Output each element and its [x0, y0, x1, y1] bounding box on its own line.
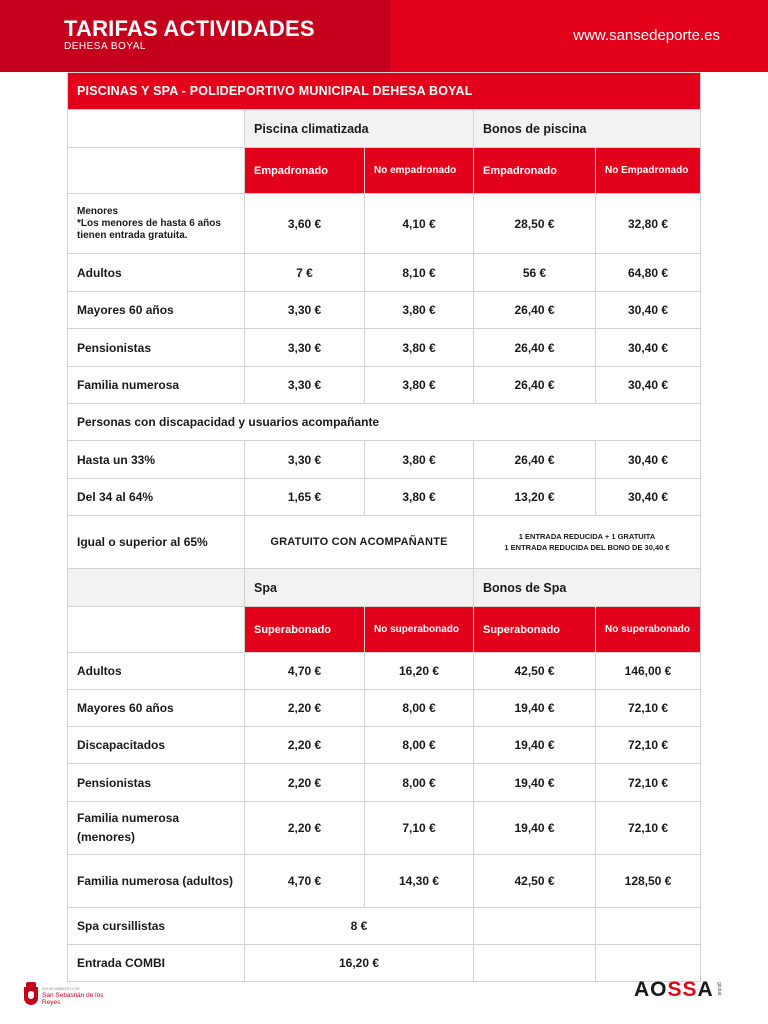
tariff-table — [67, 72, 701, 982]
row-label: Familia numerosa (menores) — [68, 802, 245, 855]
table-row — [68, 441, 701, 479]
city-name: San Sebastián de los Reyes — [42, 992, 104, 1006]
spa-sub-header-row — [68, 607, 701, 653]
sub-header: No empadronado — [365, 148, 474, 194]
sub-header: No superabonado — [365, 607, 474, 653]
row-label: Pensionistas — [68, 764, 245, 802]
price-cell: 30,40 € — [596, 367, 701, 404]
sub-header: Empadronado — [245, 148, 365, 194]
price-cell: 8 € — [245, 908, 474, 945]
price-cell: 26,40 € — [474, 367, 596, 404]
bonos-piscina-header: Bonos de piscina — [474, 110, 701, 148]
price-cell: 26,40 € — [474, 441, 596, 479]
table-row — [68, 194, 701, 254]
table-row — [68, 945, 701, 982]
bono-line-1: 1 ENTRADA REDUCIDA + 1 GRATUITA — [518, 532, 656, 541]
price-cell: 72,10 € — [596, 802, 701, 855]
empty-cell — [596, 908, 701, 945]
price-cell: 19,40 € — [474, 727, 596, 764]
table-row — [68, 653, 701, 690]
price-cell: 3,80 € — [365, 292, 474, 329]
table-row — [68, 516, 701, 569]
price-cell: 8,00 € — [365, 690, 474, 727]
price-cell: 2,20 € — [245, 802, 365, 855]
aossa-logo — [634, 978, 724, 1006]
bono-reducido-cell — [474, 516, 701, 569]
price-cell: 30,40 € — [596, 441, 701, 479]
table-row — [68, 727, 701, 764]
piscina-sub-header-row — [68, 148, 701, 194]
price-cell: 16,20 € — [365, 653, 474, 690]
price-cell: 8,00 € — [365, 764, 474, 802]
spa-header: Spa — [245, 569, 474, 607]
price-cell: 2,20 € — [245, 690, 365, 727]
empty-cell — [68, 569, 245, 607]
price-cell: 30,40 € — [596, 292, 701, 329]
website-link[interactable]: www.sansedeporte.es — [573, 27, 720, 44]
price-cell: 8,00 € — [365, 727, 474, 764]
row-label: Pensionistas — [68, 329, 245, 367]
row-label: Hasta un 33% — [68, 441, 245, 479]
row-label: Adultos — [68, 653, 245, 690]
bono-line-2: 1 ENTRADA REDUCIDA DEL BONO DE 30,40 € — [504, 543, 670, 552]
price-cell: 3,80 € — [365, 479, 474, 516]
coat-of-arms-icon — [24, 982, 38, 1006]
table-row — [68, 479, 701, 516]
price-cell: 72,10 € — [596, 764, 701, 802]
price-cell: 128,50 € — [596, 855, 701, 908]
price-cell: 16,20 € — [245, 945, 474, 982]
menores-label: Menores — [77, 205, 119, 217]
city-council-caption: AYUNTAMIENTO DE — [42, 986, 80, 991]
price-cell: 3,30 € — [245, 367, 365, 404]
row-label: Igual o superior al 65% — [68, 516, 245, 569]
price-cell: 3,30 € — [245, 441, 365, 479]
page-subtitle: DEHESA BOYAL — [64, 41, 146, 52]
price-cell: 32,80 € — [596, 194, 701, 254]
empty-cell — [474, 908, 596, 945]
price-cell: 30,40 € — [596, 329, 701, 367]
aossa-wordmark: AOSSA — [634, 978, 714, 1001]
page-header — [0, 0, 768, 72]
price-cell: 3,60 € — [245, 194, 365, 254]
price-cell: 13,20 € — [474, 479, 596, 516]
row-label: Mayores 60 años — [68, 690, 245, 727]
price-cell: 72,10 € — [596, 727, 701, 764]
row-label — [68, 194, 245, 254]
page-title: TARIFAS ACTIVIDADES — [64, 16, 315, 41]
price-cell: 2,20 € — [245, 727, 365, 764]
bonos-spa-header: Bonos de Spa — [474, 569, 701, 607]
sub-header: No superabonado — [596, 607, 701, 653]
price-cell: 42,50 € — [474, 855, 596, 908]
price-cell: 72,10 € — [596, 690, 701, 727]
empty-cell — [596, 945, 701, 982]
sub-header: Empadronado — [474, 148, 596, 194]
price-cell: 4,70 € — [245, 855, 365, 908]
price-cell: 14,30 € — [365, 855, 474, 908]
price-cell: 64,80 € — [596, 254, 701, 292]
row-label: Familia numerosa (adultos) — [68, 855, 245, 908]
row-label: Mayores 60 años — [68, 292, 245, 329]
table-row — [68, 329, 701, 367]
gratuito-cell: GRATUITO CON ACOMPAÑANTE — [245, 516, 474, 569]
price-cell: 3,80 € — [365, 441, 474, 479]
price-cell: 19,40 € — [474, 802, 596, 855]
price-cell: 1,65 € — [245, 479, 365, 516]
table-row — [68, 764, 701, 802]
price-cell: 19,40 € — [474, 690, 596, 727]
price-cell: 26,40 € — [474, 292, 596, 329]
price-cell: 3,30 € — [245, 292, 365, 329]
price-cell: 28,50 € — [474, 194, 596, 254]
price-cell: 19,40 € — [474, 764, 596, 802]
price-cell: 3,30 € — [245, 329, 365, 367]
section-title-row — [68, 73, 701, 110]
spa-group-header-row — [68, 569, 701, 607]
table-row — [68, 367, 701, 404]
table-row — [68, 908, 701, 945]
row-label: Discapacitados — [68, 727, 245, 764]
row-label: Familia numerosa — [68, 367, 245, 404]
piscina-climatizada-header: Piscina climatizada — [245, 110, 474, 148]
price-cell: 4,70 € — [245, 653, 365, 690]
aossa-tagline: global — [716, 982, 722, 996]
row-label: Del 34 al 64% — [68, 479, 245, 516]
empty-cell — [68, 607, 245, 653]
table-row — [68, 292, 701, 329]
price-cell: 26,40 € — [474, 329, 596, 367]
discapacidad-title-row — [68, 404, 701, 441]
piscina-group-header-row — [68, 110, 701, 148]
price-cell: 3,80 € — [365, 367, 474, 404]
table-row — [68, 690, 701, 727]
discapacidad-title: Personas con discapacidad y usuarios acompañante — [68, 404, 701, 441]
menores-note: *Los menores de hasta 6 años tienen entrada gratuita. — [77, 217, 221, 241]
row-label: Spa cursillistas — [68, 908, 245, 945]
row-label: Entrada COMBI — [68, 945, 245, 982]
price-cell: 7,10 € — [365, 802, 474, 855]
empty-cell — [474, 945, 596, 982]
empty-cell — [68, 148, 245, 194]
price-cell: 42,50 € — [474, 653, 596, 690]
price-cell: 30,40 € — [596, 479, 701, 516]
price-cell: 2,20 € — [245, 764, 365, 802]
table-row — [68, 855, 701, 908]
empty-cell — [68, 110, 245, 148]
table-row — [68, 802, 701, 855]
sub-header: No Empadronado — [596, 148, 701, 194]
price-cell: 3,80 € — [365, 329, 474, 367]
table-row — [68, 254, 701, 292]
price-cell: 4,10 € — [365, 194, 474, 254]
city-council-logo — [24, 982, 134, 1008]
section-title: PISCINAS Y SPA - POLIDEPORTIVO MUNICIPAL DEHESA BOYAL — [68, 73, 701, 110]
sub-header: Superabonado — [474, 607, 596, 653]
sub-header: Superabonado — [245, 607, 365, 653]
price-cell: 146,00 € — [596, 653, 701, 690]
price-cell: 56 € — [474, 254, 596, 292]
price-cell: 7 € — [245, 254, 365, 292]
price-cell: 8,10 € — [365, 254, 474, 292]
row-label: Adultos — [68, 254, 245, 292]
